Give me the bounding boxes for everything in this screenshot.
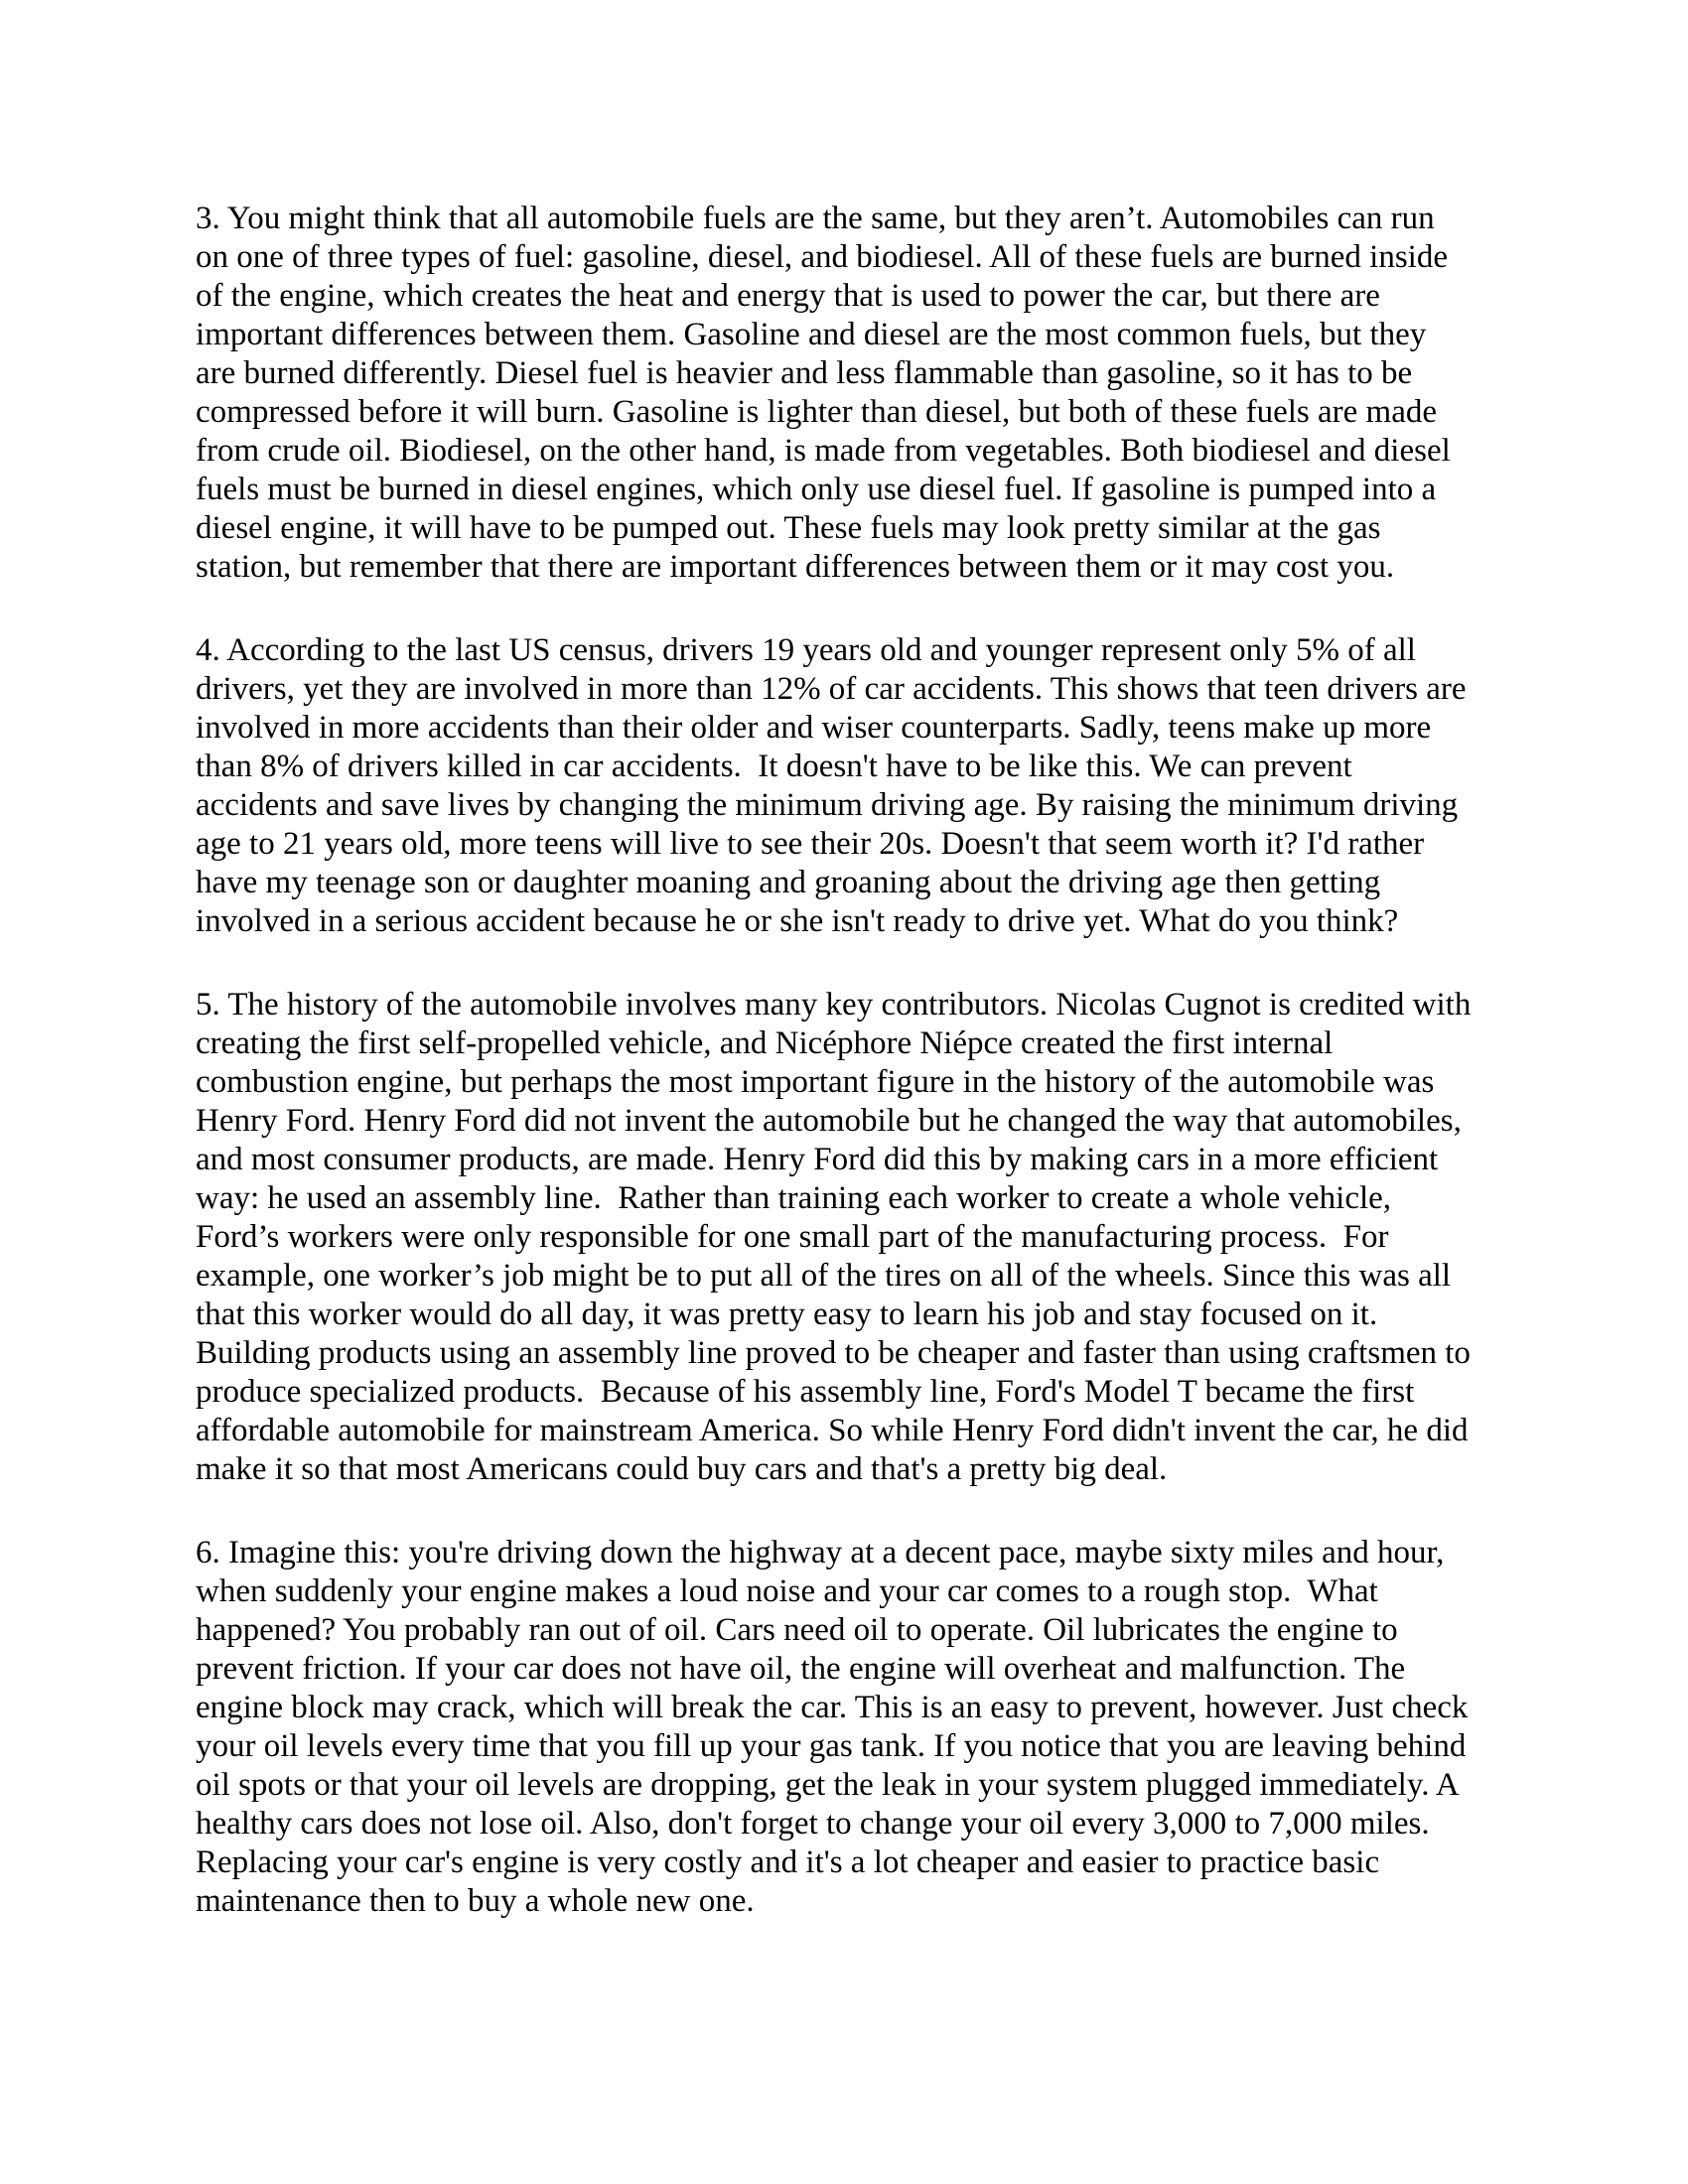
text-line: of the engine, which creates the heat and energy that is used to power the car, but there are [196, 278, 1380, 314]
text-line: compressed before it will burn. Gasoline is lighter than diesel, but both of these fuels are made [196, 394, 1437, 430]
text-line: accidents and save lives by changing the minimum driving age. By raising the minimum driving [196, 787, 1459, 823]
text-line: 5. The history of the automobile involves many key contributors. Nicolas Cugnot is credited with [196, 987, 1472, 1023]
text-line: happened? You probably ran out of oil. Cars need oil to operate. Oil lubricates the engine to [196, 1612, 1398, 1648]
text-line: way: he used an assembly line. Rather than training each worker to create a whole vehicle, [196, 1180, 1392, 1216]
text-line: creating the first self-propelled vehicle, and Nicéphore Niépce created the first internal [196, 1025, 1334, 1061]
text-line: than 8% of drivers killed in car accidents. It doesn't have to be like this. We can prevent [196, 749, 1352, 784]
text-line: that this worker would do all day, it was pretty easy to learn his job and stay focused on it. [196, 1297, 1378, 1332]
text-line: important differences between them. Gasoline and diesel are the most common fuels, but they [196, 317, 1427, 352]
text-line: are burned differently. Diesel fuel is heavier and less flammable than gasoline, so it has to be [196, 355, 1413, 391]
text-line: your oil levels every time that you fill up your gas tank. If you notice that you are leaving behind [196, 1728, 1467, 1764]
text-line: healthy cars does not lose oil. Also, don't forget to change your oil every 3,000 to 7,000 miles. [196, 1806, 1430, 1842]
text-line: from crude oil. Biodiesel, on the other hand, is made from vegetables. Both biodiesel and diesel [196, 433, 1451, 469]
text-line: involved in more accidents than their older and wiser counterparts. Sadly, teens make up more [196, 710, 1432, 746]
text-line: prevent friction. If your car does not have oil, the engine will overheat and malfunction. The [196, 1651, 1406, 1687]
text-line: engine block may crack, which will break the car. This is an easy to prevent, however. Just check [196, 1690, 1469, 1725]
paragraph-5 [196, 986, 1516, 1489]
text-line: 3. You might think that all automobile fuels are the same, but they aren’t. Automobiles can run [196, 201, 1435, 236]
text-line: when suddenly your engine makes a loud noise and your car comes to a rough stop. What [196, 1573, 1378, 1609]
text-line: Ford’s workers were only responsible for one small part of the manufacturing process. For [196, 1219, 1389, 1255]
text-line: produce specialized products. Because of his assembly line, Ford's Model T became the first [196, 1374, 1415, 1410]
text-line: age to 21 years old, more teens will live to see their 20s. Doesn't that seem worth it? I'd rather [196, 826, 1425, 862]
text-line: affordable automobile for mainstream America. So while Henry Ford didn't invent the car, he did [196, 1413, 1469, 1448]
text-line: involved in a serious accident because he or she isn't ready to drive yet. What do you think? [196, 903, 1399, 939]
text-line: fuels must be burned in diesel engines, which only use diesel fuel. If gasoline is pumped into a [196, 472, 1437, 507]
text-line: and most consumer products, are made. Henry Ford did this by making cars in a more efficient [196, 1142, 1439, 1177]
text-line: Building products using an assembly line proved to be cheaper and faster than using craftsmen to [196, 1335, 1471, 1371]
text-line: make it so that most Americans could buy cars and that's a pretty big deal. [196, 1451, 1168, 1487]
text-line: combustion engine, but perhaps the most important figure in the history of the automobile was [196, 1064, 1435, 1100]
text-line: 4. According to the last US census, drivers 19 years old and younger represent only 5% of all [196, 632, 1416, 668]
text-line: example, one worker’s job might be to put all of the tires on all of the wheels. Since this was all [196, 1258, 1452, 1294]
text-line: drivers, yet they are involved in more than 12% of car accidents. This shows that teen drivers are [196, 671, 1467, 707]
text-line: 6. Imagine this: you're driving down the highway at a decent pace, maybe sixty miles and hour, [196, 1535, 1445, 1570]
document-text-block [196, 200, 1516, 1966]
text-line: diesel engine, it will have to be pumped out. These fuels may look pretty similar at the gas [196, 510, 1381, 546]
text-line: on one of three types of fuel: gasoline, diesel, and biodiesel. All of these fuels are burned inside [196, 239, 1448, 275]
paragraph-6 [196, 1534, 1516, 1921]
text-line: have my teenage son or daughter moaning and groaning about the driving age then getting [196, 865, 1381, 900]
text-line: oil spots or that your oil levels are dropping, get the leak in your system plugged immediately. A [196, 1767, 1460, 1803]
text-line: maintenance then to buy a whole new one. [196, 1883, 755, 1919]
text-line: Replacing your car's engine is very costly and it's a lot cheaper and easier to practice basic [196, 1844, 1380, 1880]
paragraph-4 [196, 631, 1516, 941]
text-line: Henry Ford. Henry Ford did not invent the automobile but he changed the way that automobiles, [196, 1103, 1462, 1139]
paragraph-3 [196, 200, 1516, 587]
text-line: station, but remember that there are important differences between them or it may cost you. [196, 549, 1395, 585]
